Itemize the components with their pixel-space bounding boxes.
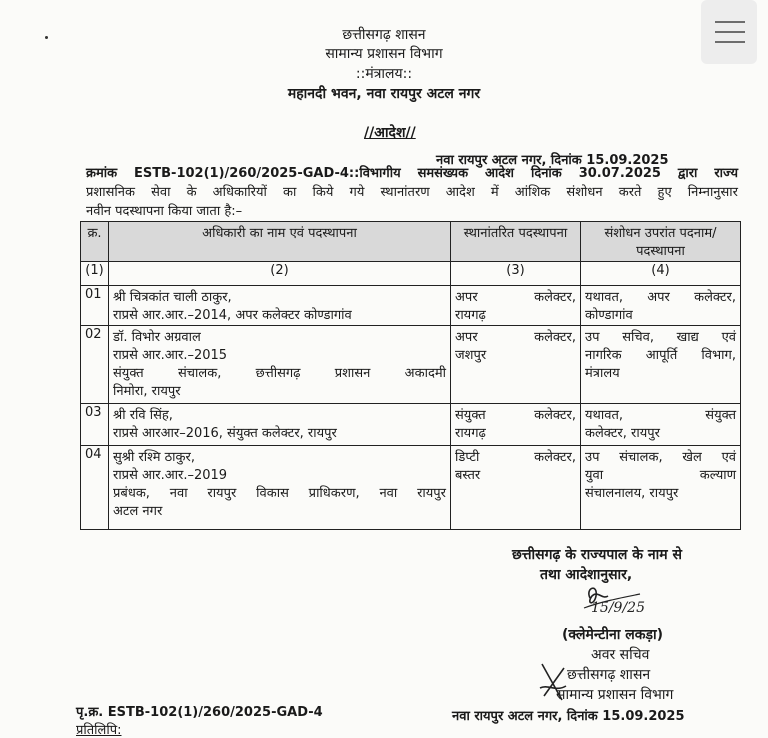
header-address: महानदी भवन, नवा रायपुर अटल नगर [287, 86, 481, 102]
table-row [81, 404, 741, 446]
revised-cell [581, 326, 741, 404]
footer-place-date: नवा रायपुर अटल नगर, दिनांक 15.09.2025 [452, 709, 685, 724]
table-row [81, 326, 741, 404]
name-line: राप्रसे आर.आर.–2015 [113, 348, 228, 363]
footer-ref: पृ.क्र. ESTB-102(1)/260/2025-GAD-4 [76, 705, 323, 720]
table-row [81, 446, 741, 530]
signatory-name: (क्लेमेन्टीना लकड़ा) [562, 627, 663, 643]
row-num: 03 [81, 404, 109, 446]
header-dept: सामान्य प्रशासन विभाग [325, 46, 443, 62]
transfer-line: अपर कलेक्टर, [455, 290, 576, 305]
revised-line: यथावत, अपर कलेक्टर, [585, 290, 736, 305]
col-header-transfer: स्थानांतरित पदस्थापना [451, 222, 581, 262]
revised-line: उप संचालक, खेल एवं [585, 450, 736, 465]
revised-line: युवा कल्याण [585, 468, 736, 483]
index-cell: (2) [109, 262, 451, 286]
name-line: राप्रसे आरआर–2016, संयुक्त कलेक्टर, रायपुर [113, 426, 337, 441]
name-line: सुश्री रश्मि ठाकुर, [113, 450, 195, 465]
transfer-line: संयुक्त कलेक्टर, [455, 408, 576, 423]
header-gov: छत्तीसगढ़ शासन [342, 27, 426, 43]
transfer-cell [451, 326, 581, 404]
signatory-org: छत्तीसगढ़ शासन [567, 667, 651, 683]
revised-line: कलेक्टर, रायपुर [585, 426, 660, 441]
name-line: संयुक्त संचालक, छत्तीसगढ़ प्रशासन अकादमी [113, 366, 446, 381]
revised-cell [581, 446, 741, 530]
authority-line-2: तथा आदेशानुसार, [540, 567, 633, 583]
signatory-dept: सामान्य प्रशासन विभाग [556, 687, 674, 703]
revised-cell [581, 286, 741, 326]
transfer-line: डिप्टी कलेक्टर, [455, 450, 576, 465]
index-cell: (4) [581, 262, 741, 286]
menu-icon [715, 21, 745, 23]
transfer-cell [451, 404, 581, 446]
revised-cell [581, 404, 741, 446]
row-num: 01 [81, 286, 109, 326]
revised-line: कोण्डागांव [585, 308, 633, 323]
row-num: 02 [81, 326, 109, 404]
transfer-line: रायगढ़ [455, 308, 486, 323]
col-header-num: क्र. [81, 222, 109, 262]
table-row [81, 286, 741, 326]
name-cell [109, 446, 451, 530]
copy-to-label: प्रतिलिपि: [76, 723, 122, 738]
signatory-designation: अवर सचिव [591, 647, 650, 663]
transfer-cell [451, 446, 581, 530]
body-line-1: क्रमांक ESTB-102(1)/260/2025-GAD-4::विभागीय समसंख्यक आदेश दिनांक 30.07.2025 द्वारा राज्य [86, 166, 738, 181]
name-line: डॉ. विभोर अग्रवाल [113, 330, 201, 345]
name-line: निमोरा, रायपुर [113, 384, 181, 399]
col-header-name: अधिकारी का नाम एवं पदस्थापना [109, 222, 451, 262]
body-line-2: प्रशासनिक सेवा के अधिकारियों का किये गये स्थानांतरण आदेश में आंशिक संशोधन करते हुए निम्नानुसार [86, 185, 738, 200]
place-date: नवा रायपुर अटल नगर, दिनांक 15.09.2025 [436, 153, 669, 168]
revised-line: नागरिक आपूर्ति विभाग, [585, 348, 736, 363]
authority-line-1: छत्तीसगढ़ के राज्यपाल के नाम से [512, 547, 682, 563]
revised-line: यथावत, संयुक्त [585, 408, 736, 423]
order-title: //आदेश// [364, 125, 416, 141]
row-num: 04 [81, 446, 109, 530]
index-cell: (3) [451, 262, 581, 286]
name-line: राप्रसे आर.आर.–2014, अपर कलेक्टर कोण्डागांव [113, 308, 352, 323]
col-header-revised: संशोधन उपरांत पदनाम/पदस्थापना [581, 222, 741, 262]
transfer-line: बस्तर [455, 468, 481, 483]
signature-date: 15/9/25 [591, 600, 645, 616]
name-line: श्री रवि सिंह, [113, 408, 173, 423]
body-paragraph [86, 164, 738, 221]
index-cell: (1) [81, 262, 109, 286]
name-line: राप्रसे आर.आर.–2019 [113, 468, 228, 483]
name-line: श्री चित्रकांत चाली ठाकुर, [113, 290, 232, 305]
body-line-3: नवीन पदस्थापना किया जाता है:– [86, 204, 243, 219]
name-cell [109, 286, 451, 326]
transfer-cell [451, 286, 581, 326]
name-cell [109, 404, 451, 446]
name-line: प्रबंधक, नवा रायपुर विकास प्राधिकरण, नवा रायपुर [113, 486, 446, 501]
revised-line: मंत्रालय [585, 366, 620, 381]
header-ministry: ::मंत्रालय:: [355, 66, 413, 82]
transfer-line: अपर कलेक्टर, [455, 330, 576, 345]
postings-table [80, 221, 741, 530]
revised-line: उप सचिव, खाद्य एवं [585, 330, 736, 345]
name-line: अटल नगर [113, 504, 163, 519]
revised-line: संचालनालय, रायपुर [585, 486, 679, 501]
transfer-line: जशपुर [455, 348, 487, 363]
initials-mark [538, 662, 568, 702]
name-cell [109, 326, 451, 404]
transfer-line: रायगढ़ [455, 426, 486, 441]
